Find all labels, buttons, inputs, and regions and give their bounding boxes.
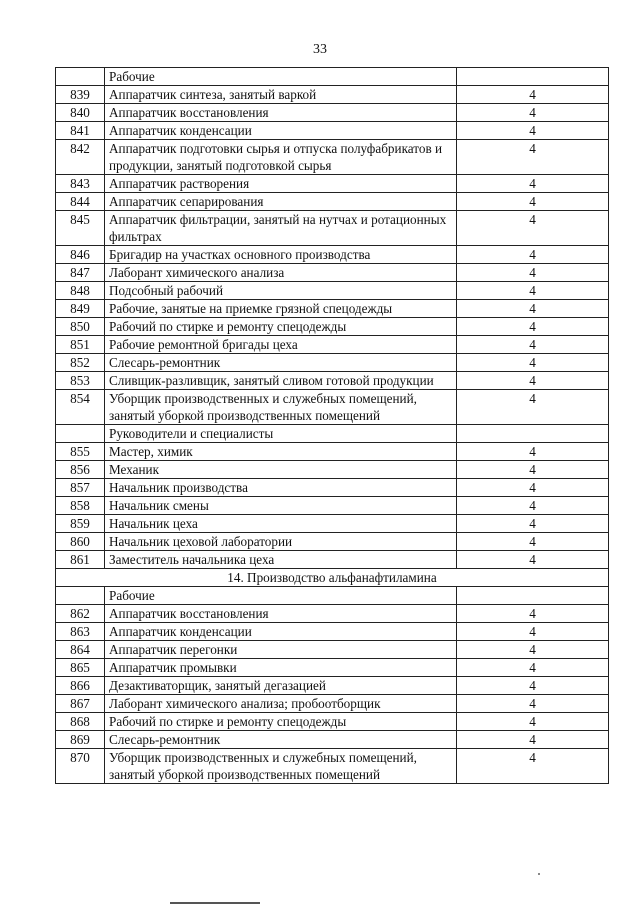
table-row xyxy=(56,300,609,318)
occupation-name: Аппаратчик восстановления xyxy=(105,605,457,623)
occupation-name: Уборщик производственных и служебных помещений, занятый уборкой производственных помещений xyxy=(105,749,457,784)
table-row xyxy=(56,390,609,425)
row-number: 841 xyxy=(56,122,105,140)
table-row xyxy=(56,372,609,390)
hazard-class: 4 xyxy=(457,140,609,175)
row-number: 840 xyxy=(56,104,105,122)
table-row xyxy=(56,193,609,211)
hazard-class: 4 xyxy=(457,515,609,533)
occupation-name: Аппаратчик растворения xyxy=(105,175,457,193)
table-row xyxy=(56,264,609,282)
row-number: 853 xyxy=(56,372,105,390)
occupations-table xyxy=(55,67,609,784)
row-number: 847 xyxy=(56,264,105,282)
row-number: 856 xyxy=(56,461,105,479)
group-class-cell xyxy=(457,425,609,443)
table-row xyxy=(56,318,609,336)
row-number: 865 xyxy=(56,659,105,677)
occupation-name: Начальник цеховой лаборатории xyxy=(105,533,457,551)
hazard-class: 4 xyxy=(457,300,609,318)
table-row xyxy=(56,713,609,731)
table-row xyxy=(56,659,609,677)
hazard-class: 4 xyxy=(457,551,609,569)
table-row xyxy=(56,533,609,551)
row-number: 863 xyxy=(56,623,105,641)
row-number: 867 xyxy=(56,695,105,713)
hazard-class: 4 xyxy=(457,104,609,122)
row-number: 846 xyxy=(56,246,105,264)
occupation-name: Аппаратчик фильтрации, занятый на нутчах и ротационных фильтрах xyxy=(105,211,457,246)
table-row xyxy=(56,140,609,175)
hazard-class: 4 xyxy=(457,390,609,425)
occupation-name: Лаборант химического анализа xyxy=(105,264,457,282)
table-row xyxy=(56,641,609,659)
table-row xyxy=(56,677,609,695)
hazard-class: 4 xyxy=(457,372,609,390)
hazard-class: 4 xyxy=(457,122,609,140)
table-row xyxy=(56,336,609,354)
hazard-class: 4 xyxy=(457,175,609,193)
hazard-class: 4 xyxy=(457,193,609,211)
table-row xyxy=(56,104,609,122)
table-row xyxy=(56,86,609,104)
hazard-class: 4 xyxy=(457,623,609,641)
occupation-name: Механик xyxy=(105,461,457,479)
table-row xyxy=(56,211,609,246)
occupation-name: Дезактиваторщик, занятый дегазацией xyxy=(105,677,457,695)
hazard-class: 4 xyxy=(457,246,609,264)
row-number: 852 xyxy=(56,354,105,372)
row-number: 868 xyxy=(56,713,105,731)
hazard-class: 4 xyxy=(457,677,609,695)
occupation-name: Начальник цеха xyxy=(105,515,457,533)
group-class-cell xyxy=(457,587,609,605)
group-num-cell xyxy=(56,587,105,605)
occupation-name: Аппаратчик конденсации xyxy=(105,122,457,140)
row-number: 870 xyxy=(56,749,105,784)
row-number: 850 xyxy=(56,318,105,336)
row-number: 869 xyxy=(56,731,105,749)
hazard-class: 4 xyxy=(457,659,609,677)
row-number: 851 xyxy=(56,336,105,354)
section-heading-row xyxy=(56,569,609,587)
hazard-class: 4 xyxy=(457,605,609,623)
row-number: 857 xyxy=(56,479,105,497)
occupation-name: Рабочий по стирке и ремонту спецодежды xyxy=(105,318,457,336)
group-heading-row xyxy=(56,587,609,605)
table-row xyxy=(56,605,609,623)
table-row xyxy=(56,731,609,749)
scan-mark xyxy=(170,902,260,904)
hazard-class: 4 xyxy=(457,479,609,497)
occupation-name: Слесарь-ремонтник xyxy=(105,354,457,372)
occupation-name: Подсобный рабочий xyxy=(105,282,457,300)
hazard-class: 4 xyxy=(457,336,609,354)
hazard-class: 4 xyxy=(457,318,609,336)
group-heading: Рабочие xyxy=(105,587,457,605)
occupation-name: Рабочие ремонтной бригады цеха xyxy=(105,336,457,354)
group-heading-row xyxy=(56,68,609,86)
occupation-name: Заместитель начальника цеха xyxy=(105,551,457,569)
occupation-name: Начальник производства xyxy=(105,479,457,497)
scan-dot xyxy=(538,873,540,875)
row-number: 855 xyxy=(56,443,105,461)
group-heading: Рабочие xyxy=(105,68,457,86)
table-row xyxy=(56,515,609,533)
occupation-name: Бригадир на участках основного производства xyxy=(105,246,457,264)
table-row xyxy=(56,443,609,461)
table-row xyxy=(56,282,609,300)
table-row xyxy=(56,175,609,193)
table-row xyxy=(56,551,609,569)
group-num-cell xyxy=(56,425,105,443)
hazard-class: 4 xyxy=(457,86,609,104)
table-row xyxy=(56,246,609,264)
row-number: 860 xyxy=(56,533,105,551)
row-number: 866 xyxy=(56,677,105,695)
group-class-cell xyxy=(457,68,609,86)
row-number: 861 xyxy=(56,551,105,569)
row-number: 849 xyxy=(56,300,105,318)
row-number: 864 xyxy=(56,641,105,659)
hazard-class: 4 xyxy=(457,713,609,731)
row-number: 862 xyxy=(56,605,105,623)
table-row xyxy=(56,749,609,784)
table-row xyxy=(56,497,609,515)
hazard-class: 4 xyxy=(457,731,609,749)
row-number: 839 xyxy=(56,86,105,104)
occupation-name: Уборщик производственных и служебных помещений, занятый уборкой производственных помещений xyxy=(105,390,457,425)
row-number: 859 xyxy=(56,515,105,533)
row-number: 843 xyxy=(56,175,105,193)
row-number: 845 xyxy=(56,211,105,246)
hazard-class: 4 xyxy=(457,497,609,515)
row-number: 848 xyxy=(56,282,105,300)
row-number: 854 xyxy=(56,390,105,425)
occupation-name: Аппаратчик конденсации xyxy=(105,623,457,641)
table-row xyxy=(56,623,609,641)
hazard-class: 4 xyxy=(457,264,609,282)
table-row xyxy=(56,479,609,497)
section-heading: 14. Производство альфанафтиламина xyxy=(56,569,609,587)
occupation-name: Аппаратчик восстановления xyxy=(105,104,457,122)
occupation-name: Аппаратчик сепарирования xyxy=(105,193,457,211)
table-row xyxy=(56,695,609,713)
occupation-name: Аппаратчик синтеза, занятый варкой xyxy=(105,86,457,104)
page-number: 33 xyxy=(313,42,327,57)
row-number: 858 xyxy=(56,497,105,515)
row-number: 844 xyxy=(56,193,105,211)
occupation-name: Рабочие, занятые на приемке грязной спецодежды xyxy=(105,300,457,318)
hazard-class: 4 xyxy=(457,749,609,784)
occupation-name: Аппаратчик подготовки сырья и отпуска полуфабрикатов и продукции, занятый подготовкой сырья xyxy=(105,140,457,175)
occupation-name: Мастер, химик xyxy=(105,443,457,461)
hazard-class: 4 xyxy=(457,695,609,713)
occupation-name: Аппаратчик промывки xyxy=(105,659,457,677)
hazard-class: 4 xyxy=(457,461,609,479)
hazard-class: 4 xyxy=(457,641,609,659)
group-num-cell xyxy=(56,68,105,86)
hazard-class: 4 xyxy=(457,533,609,551)
hazard-class: 4 xyxy=(457,354,609,372)
group-heading: Руководители и специалисты xyxy=(105,425,457,443)
occupation-name: Начальник смены xyxy=(105,497,457,515)
occupation-name: Рабочий по стирке и ремонту спецодежды xyxy=(105,713,457,731)
hazard-class: 4 xyxy=(457,282,609,300)
hazard-class: 4 xyxy=(457,211,609,246)
hazard-class: 4 xyxy=(457,443,609,461)
table-row xyxy=(56,461,609,479)
occupation-name: Лаборант химического анализа; пробоотборщик xyxy=(105,695,457,713)
table-row xyxy=(56,122,609,140)
group-heading-row xyxy=(56,425,609,443)
table-row xyxy=(56,354,609,372)
occupation-name: Сливщик-разливщик, занятый сливом готовой продукции xyxy=(105,372,457,390)
occupation-name: Слесарь-ремонтник xyxy=(105,731,457,749)
occupation-name: Аппаратчик перегонки xyxy=(105,641,457,659)
row-number: 842 xyxy=(56,140,105,175)
